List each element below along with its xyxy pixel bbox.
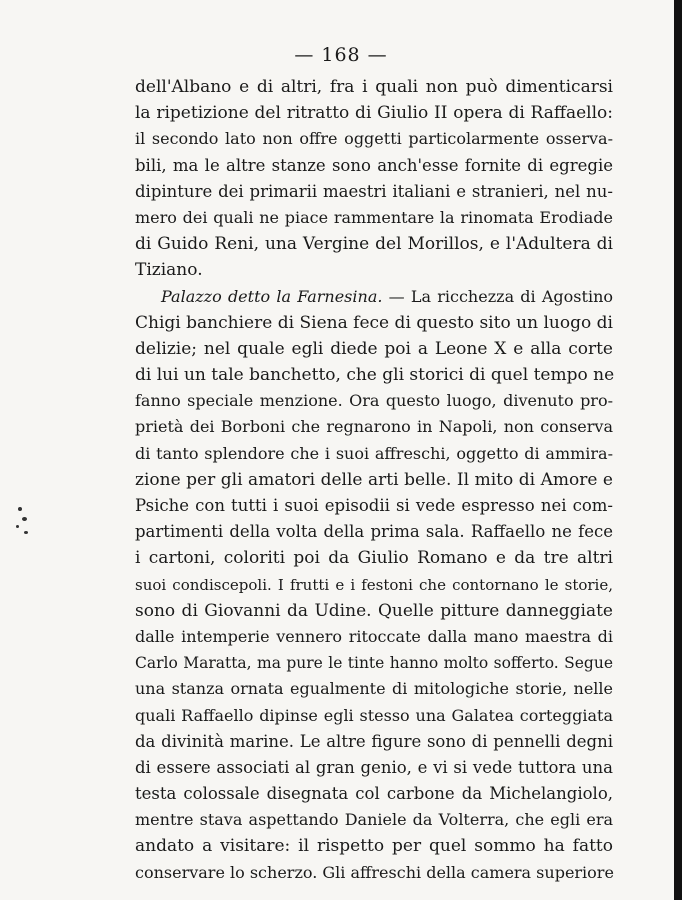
text-line: da divinità marine. Le altre figure sono di pennelli degni (135, 731, 613, 751)
text-line: il secondo lato non offre oggetti particolarmente osserva- (135, 129, 613, 149)
text-line: dalle intemperie vennero ritoccate dalla mano maestra di (135, 626, 613, 646)
section-first-line (135, 284, 613, 310)
text-line: Carlo Maratta, ma pure le tinte hanno molto sofferto. Segue (135, 654, 613, 673)
text-line: mentre stava aspettando Daniele da Volterra, che egli era (135, 810, 613, 830)
body-text (135, 74, 613, 886)
text-line: di tanto splendore che i suoi affreschi, oggetto di ammira- (135, 443, 613, 463)
text-line: testa colossale disegnata col carbone da Michelangiolo, (135, 784, 613, 804)
text-line: delizie; nel quale egli diede poi a Leone X e alla corte (135, 338, 613, 359)
text-line: suoi condiscepoli. I frutti e i festoni che contornano le storie, (135, 575, 613, 594)
text-line: sono di Giovanni da Udine. Quelle pitture danneggiate (135, 600, 613, 621)
text-line: zione per gli amatori delle arti belle. Il mito di Amore e (135, 469, 613, 490)
text-line: Chigi banchiere di Siena fece di questo sito un luogo di (135, 312, 613, 333)
ink-specks (10, 505, 34, 545)
text-line: quali Raffaello dipinse egli stesso una Galatea corteggiata (135, 705, 613, 725)
text-line: andato a visitare: il rispetto per quel sommo ha fatto (135, 836, 613, 857)
text-line: prietà dei Borboni che regnarono in Napoli, non conserva (135, 417, 613, 437)
text-line: di Guido Reni, una Vergine del Morillos, e l'Adultera di (135, 234, 613, 255)
page-number: — 168 — (294, 44, 388, 66)
section-first-line-text: — La ricchezza di Agostino (388, 286, 613, 306)
text-line: bili, ma le altre stanze sono anch'esse fornite di egregie (135, 155, 613, 175)
text-line: mero dei quali ne piace rammentare la rinomata Erodiade (135, 207, 613, 227)
text-line: di lui un tale banchetto, che gli storici di quel tempo ne (135, 365, 615, 386)
text-line: partimenti della volta della prima sala. Raffaello ne fece (135, 522, 613, 542)
text-line: dipinture dei primarii maestri italiani e stranieri, nel nu- (135, 181, 613, 201)
text-line: la ripetizione del ritratto di Giulio II opera di Raffaello: (135, 103, 613, 124)
text-line: fanno speciale menzione. Ora questo luogo, divenuto pro- (135, 391, 613, 411)
text-line: Tiziano. (135, 260, 203, 281)
text-line: di essere associati al gran genio, e vi si vede tuttora una (135, 757, 613, 777)
section-heading: Palazzo detto la Farnesina. (161, 286, 383, 306)
text-line: dell'Albano e di altri, fra i quali non può dimenticarsi (135, 77, 613, 97)
text-line: Psiche con tutti i suoi episodii si vede espresso nei com- (135, 496, 613, 515)
text-line: conservare lo scherzo. Gli affreschi della camera superiore (135, 862, 614, 882)
page-edge (674, 0, 682, 900)
text-line: una stanza ornata egualmente di mitologiche storie, nelle (135, 679, 613, 699)
text-line: i cartoni, coloriti poi da Giulio Romano e da tre altri (135, 548, 613, 569)
